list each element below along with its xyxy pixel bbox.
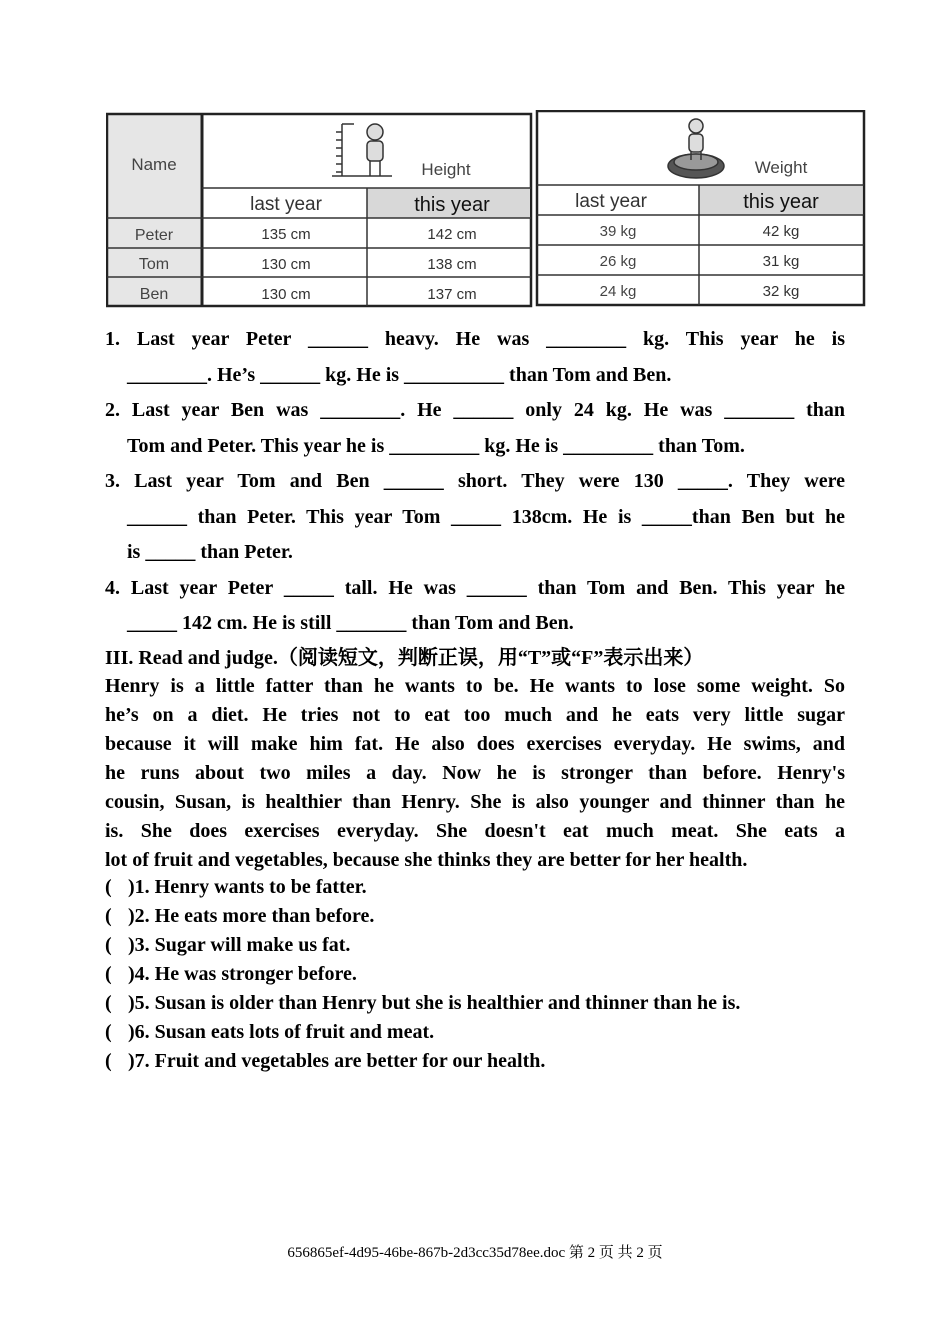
judge-item-1 <box>105 873 865 902</box>
exercise-3 <box>105 464 845 571</box>
exercise-line: ______ than Peter. This year Tom _____ 138cm. He is _____than Ben but he <box>127 505 845 528</box>
cell-peter-weight-last: 39 kg <box>599 223 637 240</box>
answer-blank[interactable]: ( <box>105 934 112 956</box>
height-weight-table <box>106 110 866 308</box>
cell-ben-height-this: 137 cm <box>427 286 477 303</box>
cell-ben-weight-this: 32 kg <box>762 283 800 300</box>
passage-line: cousin, Susan, is healthier than Henry. She is also younger and thinner than he <box>105 791 845 813</box>
row-name-peter: Peter <box>134 227 174 244</box>
answer-blank[interactable]: ( <box>105 1021 112 1043</box>
answer-blank[interactable]: ( <box>105 1050 112 1072</box>
weight-scale-icon <box>668 119 724 178</box>
statement-text: )7. Fruit and vegetables are better for our health. <box>128 1050 546 1072</box>
exercise-4 <box>105 571 845 642</box>
statement-text: )6. Susan eats lots of fruit and meat. <box>128 1021 435 1043</box>
statement-text: )5. Susan is older than Henry but she is healthier and thinner than he is. <box>128 992 741 1014</box>
judge-statements <box>105 873 865 1076</box>
statement-text: )2. He eats more than before. <box>128 905 375 927</box>
exercise-line: 2. Last year Ben was ________. He ______ only 24 kg. He was _______ than <box>105 399 845 421</box>
answer-blank[interactable]: ( <box>105 905 112 927</box>
judge-item-7 <box>105 1047 865 1076</box>
judge-item-6 <box>105 1018 865 1047</box>
exercise-line: 4. Last year Peter _____ tall. He was ______ than Tom and Ben. This year he <box>105 576 845 599</box>
statement-text: )1. Henry wants to be fatter. <box>128 876 367 898</box>
judge-item-2 <box>105 902 865 931</box>
row-name-ben: Ben <box>139 286 169 303</box>
cell-ben-weight-last: 24 kg <box>599 283 637 300</box>
judge-item-4 <box>105 960 865 989</box>
page-footer: 656865ef-4d95-46be-867b-2d3cc35d78ee.doc 第 2 页 共 2 页 <box>287 1245 663 1261</box>
exercise-line: _____ 142 cm. He is still _______ than Tom and Ben. <box>127 612 574 634</box>
exercise-line: Tom and Peter. This year he is _________ kg. He is _________ than Tom. <box>127 434 745 457</box>
cell-tom-weight-this: 31 kg <box>762 253 800 270</box>
sub-header-height-this-year: this year <box>414 194 490 216</box>
cell-tom-height-this: 138 cm <box>427 256 477 273</box>
exercise-1 <box>105 322 845 393</box>
cell-tom-height-last: 130 cm <box>261 256 311 273</box>
fill-in-exercises <box>105 322 845 642</box>
height-ruler-icon <box>332 124 392 176</box>
passage-line: lot of fruit and vegetables, because she thinks they are better for her health. <box>105 849 748 871</box>
sub-header-weight-this-year: this year <box>743 191 819 213</box>
row-name-tom: Tom <box>138 256 170 273</box>
reading-passage <box>105 672 845 875</box>
passage-line: is. She does exercises everyday. She doesn't eat much meat. She eats a <box>105 820 845 842</box>
statement-text: )3. Sugar will make us fat. <box>128 934 351 956</box>
exercise-line: ________. He’s ______ kg. He is __________ than Tom and Ben. <box>127 363 672 386</box>
passage-line: he’s on a diet. He tries not to eat too much and he eats very little sugar <box>105 704 845 726</box>
exercise-line: 1. Last year Peter ______ heavy. He was ________ kg. This year he is <box>105 328 845 350</box>
statement-text: )4. He was stronger before. <box>128 963 357 985</box>
height-header: Height <box>421 160 471 179</box>
answer-blank[interactable]: ( <box>105 876 112 898</box>
exercise-2 <box>105 393 845 464</box>
exercise-line: is _____ than Peter. <box>127 541 293 563</box>
sub-header-weight-last-year: last year <box>575 191 647 212</box>
cell-tom-weight-last: 26 kg <box>599 253 637 270</box>
judge-item-3 <box>105 931 865 960</box>
passage-line: Henry is a little fatter than he wants to be. He wants to lose some weight. So <box>105 675 845 697</box>
cell-peter-weight-this: 42 kg <box>762 223 800 240</box>
passage-line: because it will make him fat. He also does exercises everyday. He swims, and <box>105 733 845 755</box>
passage-line: he runs about two miles a day. Now he is stronger than before. Henry's <box>105 762 845 784</box>
sub-header-height-last-year: last year <box>250 194 322 215</box>
judge-item-5 <box>105 989 865 1018</box>
name-header: Name <box>131 155 177 174</box>
section-title-read-and-judge: III. Read and judge.（阅读短文，判断正误，用“T”或“F”表示出来） <box>105 647 704 669</box>
weight-header: Weight <box>754 158 808 177</box>
cell-ben-height-last: 130 cm <box>261 286 311 303</box>
exercise-line: 3. Last year Tom and Ben ______ short. They were 130 _____. They were <box>105 470 845 492</box>
cell-peter-height-this: 142 cm <box>427 226 477 243</box>
cell-peter-height-last: 135 cm <box>261 226 311 243</box>
answer-blank[interactable]: ( <box>105 992 112 1014</box>
answer-blank[interactable]: ( <box>105 963 112 985</box>
